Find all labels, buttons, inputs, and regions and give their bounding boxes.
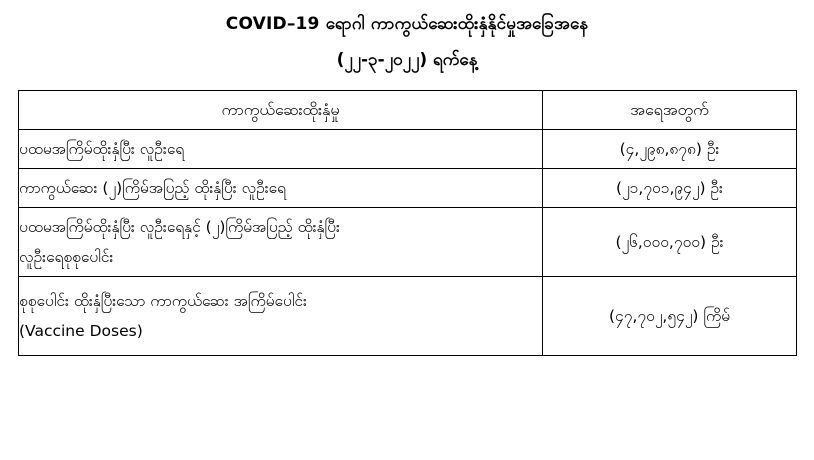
row-value: (၂၁,၇၀၁,၉၄၂) ဦး: [543, 169, 797, 208]
vaccination-table: [18, 90, 797, 356]
page-subtitle: (၂၂-၃-၂၀၂၂) ရက်နေ့: [336, 50, 478, 70]
table-container: [18, 90, 796, 356]
table-header: [19, 91, 797, 130]
row-value-line-1: (၄၇,၇၀၂,၅၄၂) ကြိမ်: [608, 307, 731, 325]
row-label-line-2: (Vaccine Doses): [19, 322, 143, 340]
row-label-line-2: လူဦးရေစုစုပေါင်း: [19, 248, 114, 266]
table-row: [19, 130, 797, 169]
row-value: [543, 277, 797, 356]
row-label-line-1: စုစုပေါင်း ထိုးနှံပြီးသော ကာကွယ်ဆေး အကြိမ်ပေါင်း: [19, 292, 307, 310]
document-title-block: [0, 0, 814, 74]
row-label-multiline: [19, 277, 543, 356]
table-header-row: [19, 91, 797, 130]
row-label: ပထမအကြိမ်ထိုးနှံပြီး လူဦးရေ: [19, 130, 543, 169]
row-value: (၄,၂၉၈,၈၇၈) ဦး: [543, 130, 797, 169]
table-row: [19, 169, 797, 208]
row-label-line-1: ပထမအကြိမ်ထိုးနှံပြီး လူဦးရေနှင့် (၂)ကြိမ်အပြည့် ထိုးနှံပြီး: [19, 218, 340, 236]
table-body: [19, 130, 797, 356]
page-title: COVID–19 ရောဂါ ကာကွယ်ဆေးထိုးနှံနိုင်မှုအခြေအနေ: [225, 14, 589, 34]
column-header-value: အရေအတွက်: [543, 91, 797, 130]
table-row: [19, 277, 797, 356]
column-header-label: ကာကွယ်ဆေးထိုးနှံမှု: [19, 91, 543, 130]
row-label-multiline: [19, 208, 543, 277]
row-value: (၂၆,၀၀၀,၇၀၀) ဦး: [543, 208, 797, 277]
row-label: ကာကွယ်ဆေး (၂)ကြိမ်အပြည့် ထိုးနှံပြီး လူဦးရေ: [19, 169, 543, 208]
table-row: [19, 208, 797, 277]
